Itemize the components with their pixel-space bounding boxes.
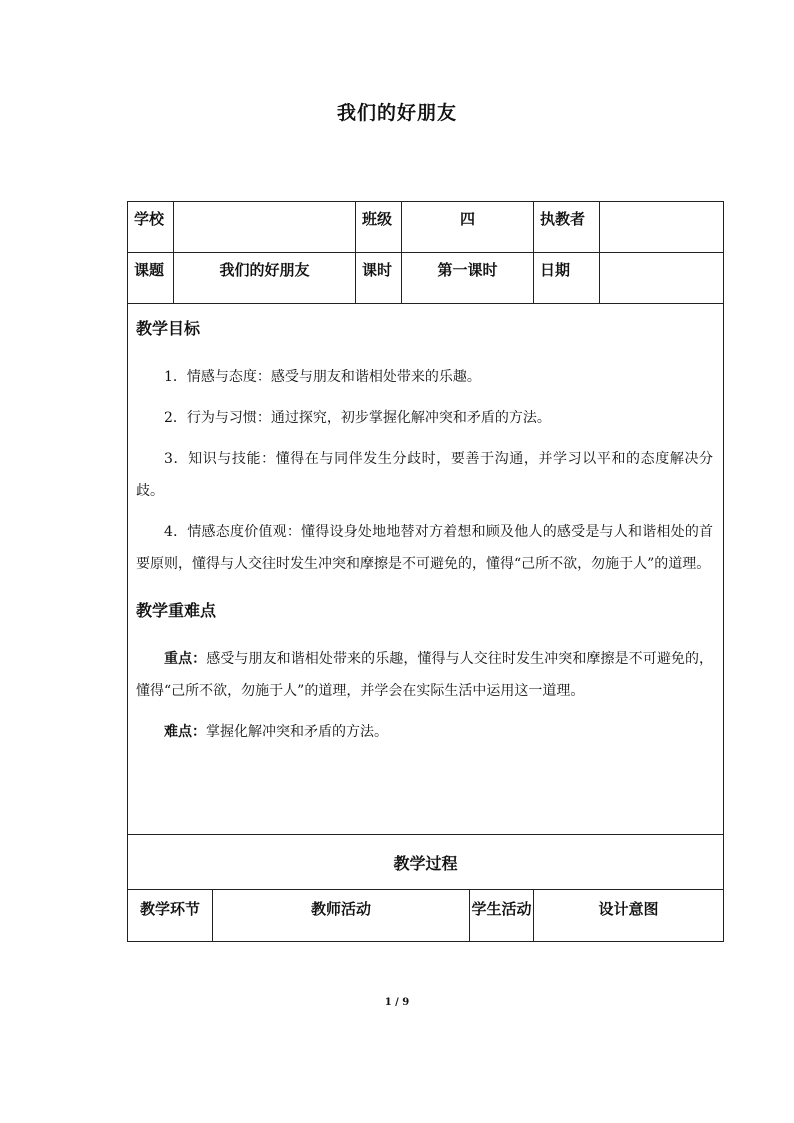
header-row-1 [128,202,724,253]
teacher-value [600,202,724,253]
lesson-plan-table [127,201,724,942]
key-label: 重点： [164,651,207,667]
process-heading: 教学过程 [128,835,724,890]
objective-item: 3．知识与技能：懂得在与同伴发生分歧时，要善于沟通，并学习以平和的态度解决分歧。 [136,451,714,499]
objective-item: 1．情感与态度：感受与朋友和谐相处带来的乐趣。 [164,369,481,385]
column-header-student-activity: 学生活动 [470,890,534,942]
date-value [600,253,724,304]
header-row-2 [128,253,724,304]
difficult-point-paragraph [136,716,713,748]
process-heading-row [128,835,724,890]
difficult-text: 掌握化解冲突和矛盾的方法。 [206,724,388,740]
page-number: 1 / 9 [384,997,410,1008]
key-text: 感受与朋友和谐相处带来的乐趣，懂得与人交往时发生冲突和摩擦是不可避免的，懂得“己所不欲，勿施于人”的道理，并学会在实际生活中运用这一道理。 [136,651,714,699]
column-header-design-intent: 设计意图 [534,890,724,942]
period-value: 第一课时 [402,253,534,304]
column-header-teacher-activity: 教师活动 [213,890,470,942]
date-label: 日期 [534,253,600,304]
teacher-label: 执教者 [534,202,600,253]
school-label: 学校 [128,202,174,253]
school-value [174,202,356,253]
objective-item: 4．情感态度价值观：懂得设身处地地替对方着想和顾及他人的感受是与人和谐相处的首要原则，懂得与人交往时发生冲突和摩擦是不可避免的，懂得“己所不欲，勿施于人”的道理。 [136,524,714,572]
content-cell [128,304,724,835]
document-title: 我们的好朋友 [336,102,457,124]
key-points-heading: 教学重难点 [136,601,217,620]
class-value: 四 [402,202,534,253]
period-label: 课时 [356,253,402,304]
difficult-label: 难点： [164,724,206,740]
topic-value: 我们的好朋友 [174,253,356,304]
column-header-stage: 教学环节 [128,890,213,942]
content-row [128,304,724,835]
objectives-heading: 教学目标 [136,319,201,338]
key-point-paragraph [136,643,713,707]
process-columns-row [128,890,724,942]
topic-label: 课题 [128,253,174,304]
class-label: 班级 [356,202,402,253]
objective-item: 2．行为与习惯：通过探究，初步掌握化解冲突和矛盾的方法。 [164,410,551,426]
